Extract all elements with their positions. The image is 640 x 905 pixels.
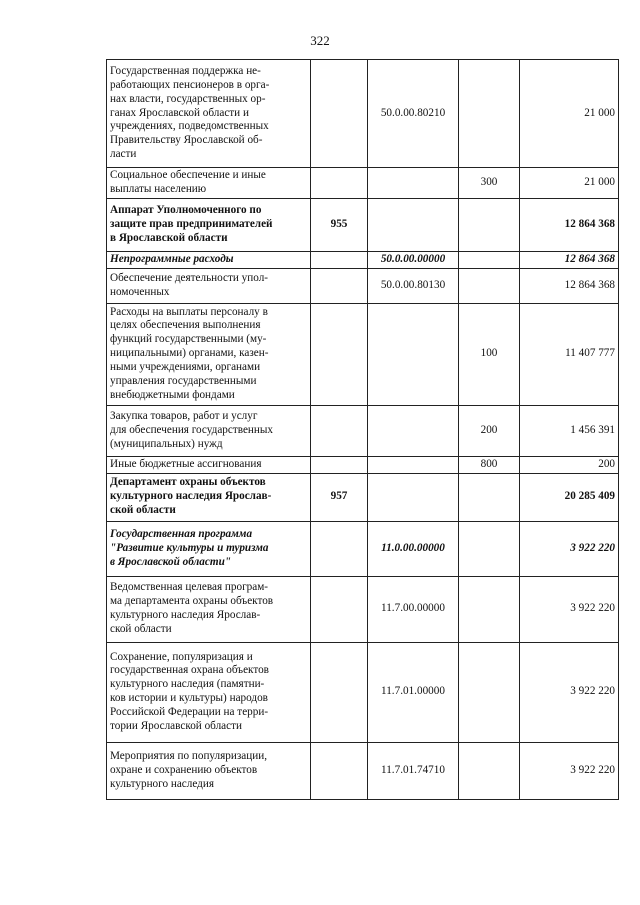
page-number: 322 [310, 33, 330, 48]
row-vr [459, 251, 520, 268]
row-sum: 3 922 220 [520, 576, 619, 642]
row-ved [311, 742, 368, 799]
row-ved [311, 521, 368, 576]
row-sum: 3 922 220 [520, 742, 619, 799]
row-csr: 11.7.01.74710 [368, 742, 459, 799]
row-ved [311, 60, 368, 168]
table-row [107, 405, 619, 456]
table-row [107, 168, 619, 199]
row-ved [311, 168, 368, 199]
row-ved [311, 456, 368, 473]
table-row [107, 576, 619, 642]
row-name: Государственная программа "Развитие культуры и туризма в Ярославской области" [107, 521, 311, 576]
table-row [107, 303, 619, 405]
row-ved [311, 303, 368, 405]
row-vr [459, 268, 520, 303]
row-ved [311, 642, 368, 742]
row-csr [368, 198, 459, 251]
row-vr [459, 642, 520, 742]
table-row [107, 742, 619, 799]
row-vr: 800 [459, 456, 520, 473]
row-ved [311, 268, 368, 303]
row-name: Иные бюджетные ассигнования [107, 456, 311, 473]
row-sum: 12 864 368 [520, 268, 619, 303]
row-sum: 200 [520, 456, 619, 473]
row-vr [459, 198, 520, 251]
row-ved: 955 [311, 198, 368, 251]
row-name: Сохранение, популяризация и государственная охрана объектов культурного наследия (памятни- ков истории и культуры) народов Российской Федерации на терри- тории Ярославской области [107, 642, 311, 742]
budget-table [106, 59, 619, 800]
row-sum: 1 456 391 [520, 405, 619, 456]
row-csr: 50.0.00.80130 [368, 268, 459, 303]
table-row [107, 60, 619, 168]
row-name: Обеспечение деятельности упол- номоченных [107, 268, 311, 303]
row-sum: 12 864 368 [520, 251, 619, 268]
row-sum: 21 000 [520, 60, 619, 168]
row-sum: 11 407 777 [520, 303, 619, 405]
row-csr [368, 456, 459, 473]
row-name: Ведомственная целевая програм- ма департамента охраны объектов культурного наследия Ярослав- ской области [107, 576, 311, 642]
row-name: Аппарат Уполномоченного по защите прав предпринимателей в Ярославской области [107, 198, 311, 251]
row-csr [368, 303, 459, 405]
row-vr [459, 521, 520, 576]
row-vr: 300 [459, 168, 520, 199]
row-vr [459, 60, 520, 168]
row-name: Закупка товаров, работ и услуг для обеспечения государственных (муниципальных) нужд [107, 405, 311, 456]
table-row [107, 456, 619, 473]
row-name: Департамент охраны объектов культурного наследия Ярослав- ской области [107, 473, 311, 521]
row-name: Государственная поддержка не- работающих пенсионеров в орга- нах власти, государственных ор- ганах Ярославской области и учреждениях, подведомственных Правительству Ярославской об- ласти [107, 60, 311, 168]
row-csr: 11.7.01.00000 [368, 642, 459, 742]
table-row [107, 251, 619, 268]
row-csr [368, 168, 459, 199]
row-name: Непрограммные расходы [107, 251, 311, 268]
budget-table-body [107, 60, 619, 800]
table-row [107, 198, 619, 251]
row-vr: 100 [459, 303, 520, 405]
row-vr [459, 473, 520, 521]
row-ved [311, 576, 368, 642]
table-row [107, 268, 619, 303]
table-row [107, 642, 619, 742]
row-vr: 200 [459, 405, 520, 456]
row-ved [311, 251, 368, 268]
row-sum: 12 864 368 [520, 198, 619, 251]
row-name: Социальное обеспечение и иные выплаты населению [107, 168, 311, 199]
row-name: Мероприятия по популяризации, охране и сохранению объектов культурного наследия [107, 742, 311, 799]
row-csr [368, 473, 459, 521]
row-sum: 3 922 220 [520, 521, 619, 576]
row-vr [459, 576, 520, 642]
row-vr [459, 742, 520, 799]
row-csr: 50.0.00.80210 [368, 60, 459, 168]
row-csr: 11.0.00.00000 [368, 521, 459, 576]
row-sum: 21 000 [520, 168, 619, 199]
row-ved [311, 405, 368, 456]
row-name: Расходы на выплаты персоналу в целях обеспечения выполнения функций государственными (му- ниципальными) органами, казен- ными учреждениями, органами управления государственными внебюджетными фондами [107, 303, 311, 405]
row-csr [368, 405, 459, 456]
row-csr: 50.0.00.00000 [368, 251, 459, 268]
row-sum: 3 922 220 [520, 642, 619, 742]
row-sum: 20 285 409 [520, 473, 619, 521]
table-row [107, 521, 619, 576]
row-ved: 957 [311, 473, 368, 521]
row-csr: 11.7.00.00000 [368, 576, 459, 642]
table-row [107, 473, 619, 521]
